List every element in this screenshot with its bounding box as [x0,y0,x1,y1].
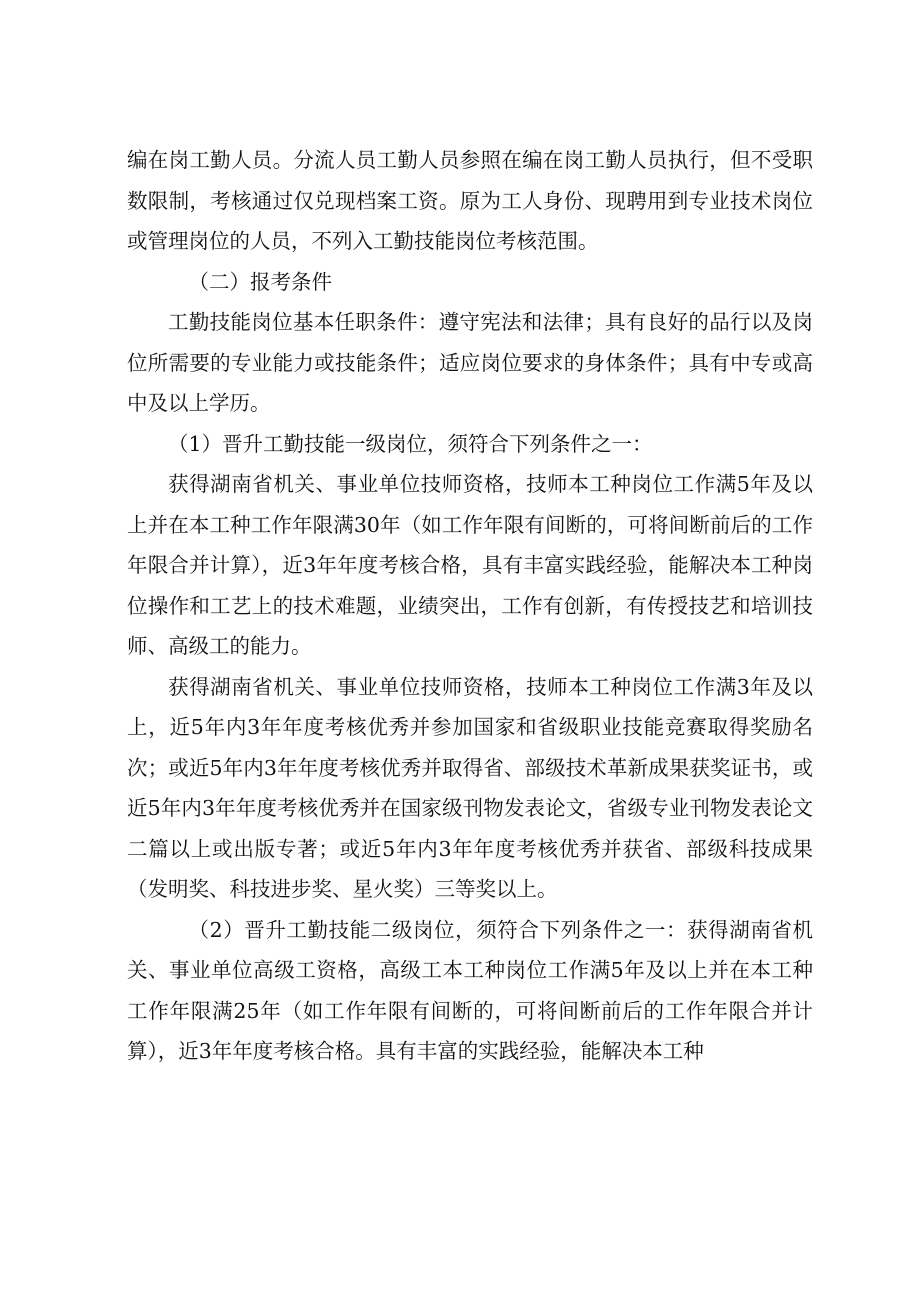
paragraph-level-one-condition-b: 获得湖南省机关、事业单位技师资格，技师本工种岗位工作满3年及以上，近5年内3年年度考核优秀并参加国家和省级职业技能竞赛取得奖励名次；或近5年内3年年度考核优秀并取得省、部级技术革新成果获奖证书，或近5年内3年年度考核优秀并在国家级刊物发表论文，省级专业刊物发表论文二篇以上或出版专著；或近5年内3年年度考核优秀并获省、部级科技成果（发明奖、科技进步奖、星火奖）三等奖以上。 [127,674,813,901]
section-heading-application-conditions: （二）报考条件 [188,269,332,294]
paragraph-basic-conditions: 工勤技能岗位基本任职条件：遵守宪法和法律；具有良好的品行以及岗位所需要的专业能力或技能条件；适应岗位要求的身体条件；具有中专或高中及以上学历。 [127,310,813,415]
paragraph-intro-continuation: 编在岗工勤人员。分流人员工勤人员参照在编在岗工勤人员执行，但不受职数限制，考核通过仅兑现档案工资。原为工人身份、现聘用到专业技术岗位或管理岗位的人员，不列入工勤技能岗位考核范围。 [127,148,813,253]
paragraph-level-two: （2）晋升工勤技能二级岗位，须符合下列条件之一：获得湖南省机关、事业单位高级工资格，高级工本工种岗位工作满5年及以上并在本工种工作年限满25年（如工作年限有间断的，可将间断前后的工作年限合并计算），近3年年度考核合格。具有丰富的实践经验，能解决本工种 [127,917,813,1063]
paragraph-level-one-condition-a: 获得湖南省机关、事业单位技师资格，技师本工种岗位工作满5年及以上并在本工种工作年限满30年（如工作年限有间断的，可将间断前后的工作年限合并计算），近3年年度考核合格，具有丰富实践经验，能解决本工种岗位操作和工艺上的技术难题，业绩突出，工作有创新，有传授技艺和培训技师、高级工的能力。 [127,472,813,658]
document-body [127,140,813,1072]
paragraph-level-one-heading: （1）晋升工勤技能一级岗位，须符合下列条件之一： [168,431,653,456]
